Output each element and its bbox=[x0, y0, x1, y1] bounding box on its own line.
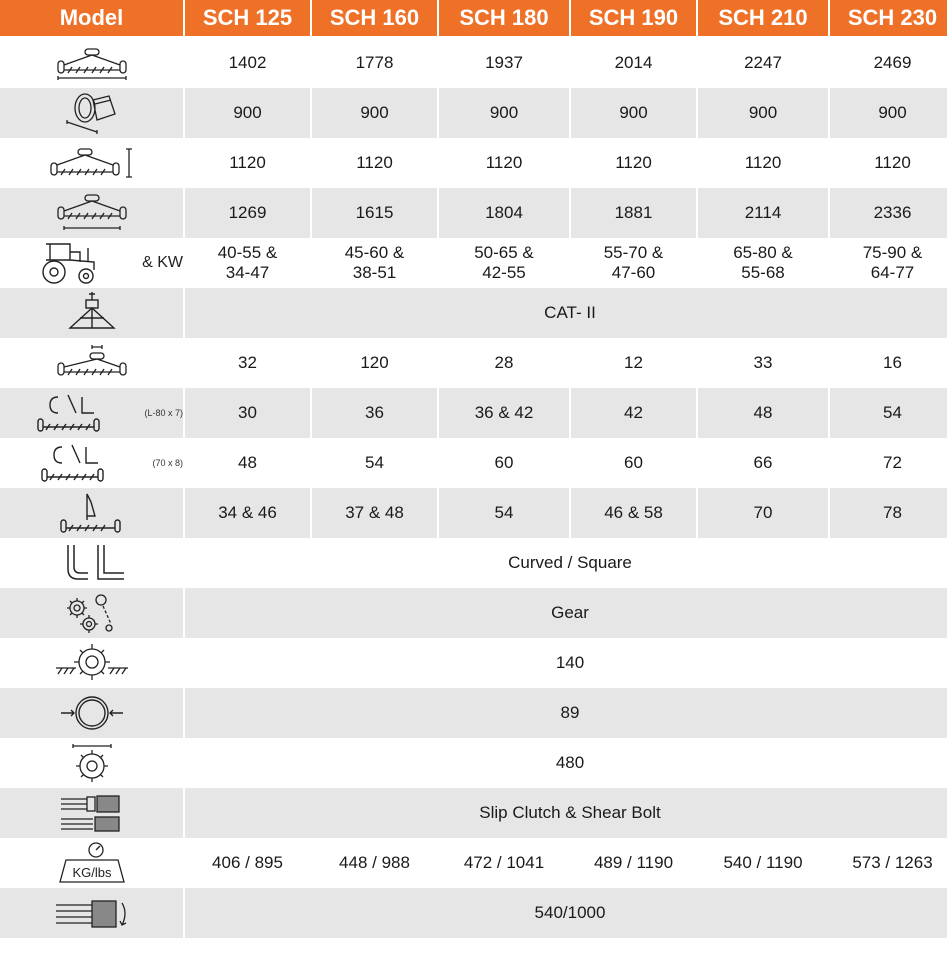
rotor-diameter-icon bbox=[0, 638, 183, 688]
cell: 72 bbox=[830, 438, 947, 488]
cell: 1615 bbox=[312, 188, 437, 238]
cell: 1937 bbox=[439, 38, 569, 88]
cell-line: 75-90 & bbox=[862, 243, 923, 262]
cell bbox=[698, 238, 828, 288]
header-row bbox=[0, 0, 947, 36]
cell-line: 65-80 & bbox=[733, 243, 793, 262]
spec-row-pto-speed bbox=[0, 888, 947, 938]
cell-line: 45-60 & bbox=[344, 243, 405, 262]
cell: 42 bbox=[571, 388, 696, 438]
gear-drive-icon bbox=[0, 588, 183, 638]
offset-icon bbox=[0, 338, 183, 388]
cell: 406 / 895 bbox=[185, 838, 310, 888]
working-depth-icon bbox=[0, 488, 183, 538]
header-model-sch160: SCH 160 bbox=[312, 0, 437, 36]
cell: 54 bbox=[830, 388, 947, 438]
gear-value: Gear bbox=[185, 588, 947, 638]
tube-diameter-value: 89 bbox=[185, 688, 947, 738]
cell-line: 64-77 bbox=[870, 263, 915, 282]
cell: 66 bbox=[698, 438, 828, 488]
weight-icon bbox=[0, 838, 183, 888]
cell: 34 & 46 bbox=[185, 488, 310, 538]
tube-diameter-icon bbox=[0, 688, 183, 738]
cell bbox=[571, 238, 696, 288]
cell: 30 bbox=[185, 388, 310, 438]
cell: 46 & 58 bbox=[571, 488, 696, 538]
spec-row-overall-width bbox=[0, 38, 947, 88]
cell-line: 40-55 & bbox=[217, 243, 278, 262]
spec-row-working-depth bbox=[0, 488, 947, 538]
cell bbox=[185, 238, 310, 288]
header-model-sch180: SCH 180 bbox=[439, 0, 569, 36]
pto-shaft-value: Slip Clutch & Shear Bolt bbox=[185, 788, 947, 838]
spec-row-tube-diameter bbox=[0, 688, 947, 738]
height-icon bbox=[0, 138, 183, 188]
tractor-power-unit: & KW bbox=[142, 254, 183, 271]
spec-row-gear bbox=[0, 588, 947, 638]
spec-row-tractor-power bbox=[0, 238, 947, 288]
cell: 54 bbox=[312, 438, 437, 488]
cell: 1120 bbox=[698, 138, 828, 188]
cell: 70 bbox=[698, 488, 828, 538]
cell: 16 bbox=[830, 338, 947, 388]
blades-l80-label: (L-80 x 7) bbox=[144, 408, 183, 418]
cell-line: 55-68 bbox=[741, 263, 785, 282]
cell: 1778 bbox=[312, 38, 437, 88]
cell: 37 & 48 bbox=[312, 488, 437, 538]
spec-row-blades-l80 bbox=[0, 388, 947, 438]
cell: 33 bbox=[698, 338, 828, 388]
spec-row-blades-70 bbox=[0, 438, 947, 488]
tractor-power-icon bbox=[0, 238, 183, 288]
cell: 36 & 42 bbox=[439, 388, 569, 438]
cell: 1120 bbox=[571, 138, 696, 188]
cell: 540 / 1190 bbox=[698, 838, 828, 888]
blades-70-label: (70 x 8) bbox=[152, 458, 183, 468]
cell: 900 bbox=[439, 88, 569, 138]
working-width-icon bbox=[0, 188, 183, 238]
header-model-sch230: SCH 230 bbox=[830, 0, 947, 36]
cell: 78 bbox=[830, 488, 947, 538]
header-model-sch210: SCH 210 bbox=[698, 0, 828, 36]
overall-width-icon bbox=[0, 38, 183, 88]
cell: 1120 bbox=[830, 138, 947, 188]
cell: 489 / 1190 bbox=[571, 838, 696, 888]
cell: 900 bbox=[312, 88, 437, 138]
cell: 48 bbox=[185, 438, 310, 488]
hitch-category: CAT- II bbox=[185, 288, 947, 338]
cell: 1120 bbox=[439, 138, 569, 188]
cell: 36 bbox=[312, 388, 437, 438]
spec-row-working-width bbox=[0, 188, 947, 238]
cell: 900 bbox=[185, 88, 310, 138]
rotor-speed-value: 480 bbox=[185, 738, 947, 788]
length-icon bbox=[0, 88, 183, 138]
cell: 472 / 1041 bbox=[439, 838, 569, 888]
cell bbox=[312, 238, 437, 288]
pto-shaft-icon bbox=[0, 788, 183, 838]
cell: 60 bbox=[571, 438, 696, 488]
cell: 1881 bbox=[571, 188, 696, 238]
cell: 48 bbox=[698, 388, 828, 438]
cell-line: 47-60 bbox=[611, 263, 656, 282]
cell: 1804 bbox=[439, 188, 569, 238]
cell-line: 38-51 bbox=[352, 263, 397, 282]
cell: 120 bbox=[312, 338, 437, 388]
cell: 32 bbox=[185, 338, 310, 388]
cell: 900 bbox=[571, 88, 696, 138]
cell: 28 bbox=[439, 338, 569, 388]
blade-type-value: Curved / Square bbox=[185, 538, 947, 588]
cell bbox=[439, 238, 569, 288]
spec-row-rotor-diameter bbox=[0, 638, 947, 688]
header-model-label: Model bbox=[0, 0, 183, 36]
cell: 448 / 988 bbox=[312, 838, 437, 888]
pto-speed-value: 540/1000 bbox=[185, 888, 947, 938]
rotor-speed-icon bbox=[0, 738, 183, 788]
weight-unit-label: KG/lbs bbox=[71, 865, 112, 880]
cell: 12 bbox=[571, 338, 696, 388]
cell: 900 bbox=[830, 88, 947, 138]
cell: 900 bbox=[698, 88, 828, 138]
cell-line: 34-47 bbox=[225, 263, 270, 282]
cell: 54 bbox=[439, 488, 569, 538]
spec-row-offset bbox=[0, 338, 947, 388]
cell bbox=[830, 238, 947, 288]
cell: 2114 bbox=[698, 188, 828, 238]
cell: 2336 bbox=[830, 188, 947, 238]
spec-row-weight bbox=[0, 838, 947, 888]
spec-row-pto-shaft bbox=[0, 788, 947, 838]
pto-speed-icon bbox=[0, 888, 183, 938]
cell: 2247 bbox=[698, 38, 828, 88]
blade-type-icon bbox=[0, 538, 183, 588]
blades-l80-icon bbox=[0, 388, 183, 438]
three-point-hitch-icon bbox=[0, 288, 183, 338]
spec-row-height bbox=[0, 138, 947, 188]
spec-row-hitch bbox=[0, 288, 947, 338]
blades-70-icon bbox=[0, 438, 183, 488]
header-model-sch125: SCH 125 bbox=[185, 0, 310, 36]
cell: 1402 bbox=[185, 38, 310, 88]
cell: 1269 bbox=[185, 188, 310, 238]
cell: 1120 bbox=[312, 138, 437, 188]
cell: 1120 bbox=[185, 138, 310, 188]
cell-line: 50-65 & bbox=[474, 243, 534, 262]
cell: 573 / 1263 bbox=[830, 838, 947, 888]
cell-line: 55-70 & bbox=[603, 243, 664, 262]
spec-row-blade-type bbox=[0, 538, 947, 588]
header-model-sch190: SCH 190 bbox=[571, 0, 696, 36]
cell-line: 42-55 bbox=[482, 263, 526, 282]
spec-row-rotor-speed bbox=[0, 738, 947, 788]
cell: 60 bbox=[439, 438, 569, 488]
spec-row-length bbox=[0, 88, 947, 138]
cell: 2469 bbox=[830, 38, 947, 88]
rotor-diameter-value: 140 bbox=[185, 638, 947, 688]
cell: 2014 bbox=[571, 38, 696, 88]
